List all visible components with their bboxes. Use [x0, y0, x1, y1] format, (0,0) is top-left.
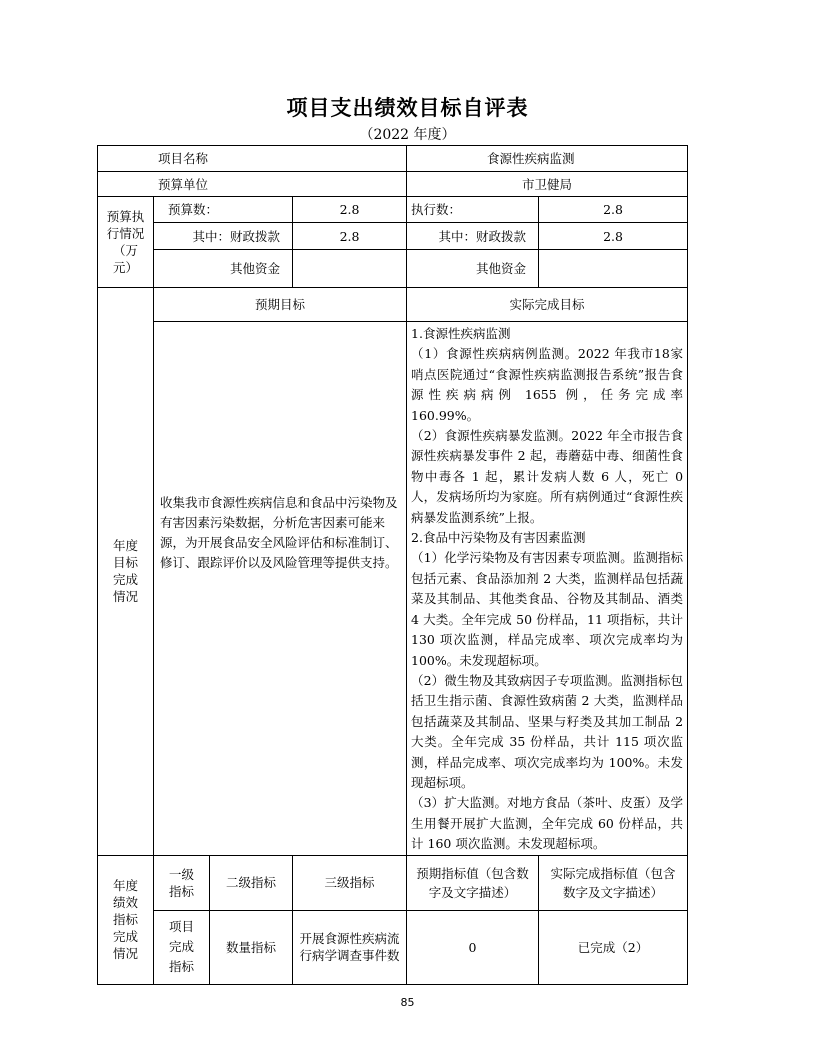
- actual-target-paragraph: 1.食源性疾病监测: [411, 326, 511, 341]
- fiscal-value: 2.8: [293, 223, 407, 250]
- fiscal-value: 2.8: [539, 223, 688, 250]
- budget-unit-label: 预算单位: [98, 172, 407, 197]
- expected-target-text: 收集我市食源性疾病信息和食品中污染物及有害因素污染数据，分析危害因素可能来源，为开展食品安全风险评估和标准制订、修订、跟踪评价以及风险管理等提供支持。: [154, 322, 407, 856]
- actual-target-paragraph: （1）食源性疾病病例监测。2022 年我市18家哨点医院通过“食源性疾病监测报告系统”报告食源性疾病病例 1655 例，任务完成率 160.99%。: [411, 346, 684, 423]
- actual-target-paragraph: （1）化学污染物及有害因素专项监测。监测指标包括元素、食品添加剂 2 大类，监测样品包括蔬菜及其制品、其他类食品、谷物及其制品、酒类 4 大类。全年完成 50 份样品，11 项指标，共计 130 项次监测，样品完成率、项次完成率均为 100%。未发现超标项。: [411, 550, 684, 668]
- other-funds-label: 其他资金: [407, 250, 539, 288]
- table-row: [98, 223, 688, 250]
- page-title: 项目支出绩效目标自评表: [286, 96, 529, 120]
- actual-target-text: [407, 322, 688, 856]
- budget-amount-label: 预算数：: [154, 197, 293, 223]
- row-level2: 数量指标: [210, 910, 293, 984]
- level2-header: 二级指标: [210, 855, 293, 910]
- perf-label: 年度绩效指标完成情况: [98, 855, 154, 984]
- exec-amount-value: 2.8: [539, 197, 688, 223]
- row-level3: 开展食源性疾病流行病学调查事件数: [293, 910, 407, 984]
- row-actual: 已完成（2）: [539, 910, 688, 984]
- table-row: [98, 855, 688, 910]
- project-name-label: 项目名称: [98, 146, 407, 172]
- table-row: [98, 910, 688, 984]
- actual-target-paragraph: （3）扩大监测。对地方食品（茶叶、皮蛋）及学生用餐开展扩大监测，全年完成 60 份样品，共计 160 项次监测。未发现超标项。: [411, 795, 684, 852]
- table-row: [98, 250, 688, 288]
- other-funds-value: [539, 250, 688, 288]
- expected-target-header: 预期目标: [154, 288, 407, 322]
- level1-header: 一级指标: [154, 855, 210, 910]
- budget-amount-value: 2.8: [293, 197, 407, 223]
- page-number: 85: [400, 996, 415, 1009]
- table-row: [98, 197, 688, 223]
- table-row: [98, 146, 688, 172]
- row-expected: 0: [407, 910, 539, 984]
- other-funds-label: 其他资金: [154, 250, 293, 288]
- table-row: [98, 288, 688, 322]
- expected-value-header: 预期指标值（包含数字及文字描述）: [407, 855, 539, 910]
- table-row: [98, 172, 688, 197]
- actual-target-paragraph: 2.食品中污染物及有害因素监测: [411, 530, 586, 546]
- performance-table: [97, 145, 688, 985]
- row-level1: 项目完成指标: [154, 910, 210, 984]
- fiscal-label: 其中：财政拨款: [154, 223, 293, 250]
- actual-value-header: 实际完成指标值（包含数字及文字描述）: [539, 855, 688, 910]
- annual-target-label: 年度目标完成情况: [98, 288, 154, 856]
- fiscal-label: 其中：财政拨款: [407, 223, 539, 250]
- level3-header: 三级指标: [293, 855, 407, 910]
- budget-section-label: 预算执行情况（万元）: [98, 197, 154, 288]
- other-funds-value: [293, 250, 407, 288]
- exec-amount-label: 执行数：: [407, 197, 539, 223]
- actual-target-header: 实际完成目标: [407, 288, 688, 322]
- actual-target-paragraph: （2）微生物及其致病因子专项监测。监测指标包括卫生指示菌、食源性致病菌 2 大类，监测样品包括蔬菜及其制品、坚果与籽类及其加工制品 2 大类。全年完成 35 份样品，共计 115 项次监测，样品完成率、项次完成率均为 100%。未发现超标项。: [411, 672, 684, 790]
- actual-target-paragraph: （2）食源性疾病暴发监测。2022 年全市报告食源性疾病暴发事件 2 起，毒蘑菇中毒、细菌性食物中毒各 1 起，累计发病人数 6 人，死亡 0 人，发病场所均为家庭。所有病例通过“食源性疾病暴发监测系统”上报。: [411, 428, 684, 525]
- page-subtitle: （2022 年度）: [359, 127, 456, 143]
- budget-unit-value: 市卫健局: [407, 172, 688, 197]
- table-row: [98, 322, 688, 856]
- project-name-value: 食源性疾病监测: [407, 146, 688, 172]
